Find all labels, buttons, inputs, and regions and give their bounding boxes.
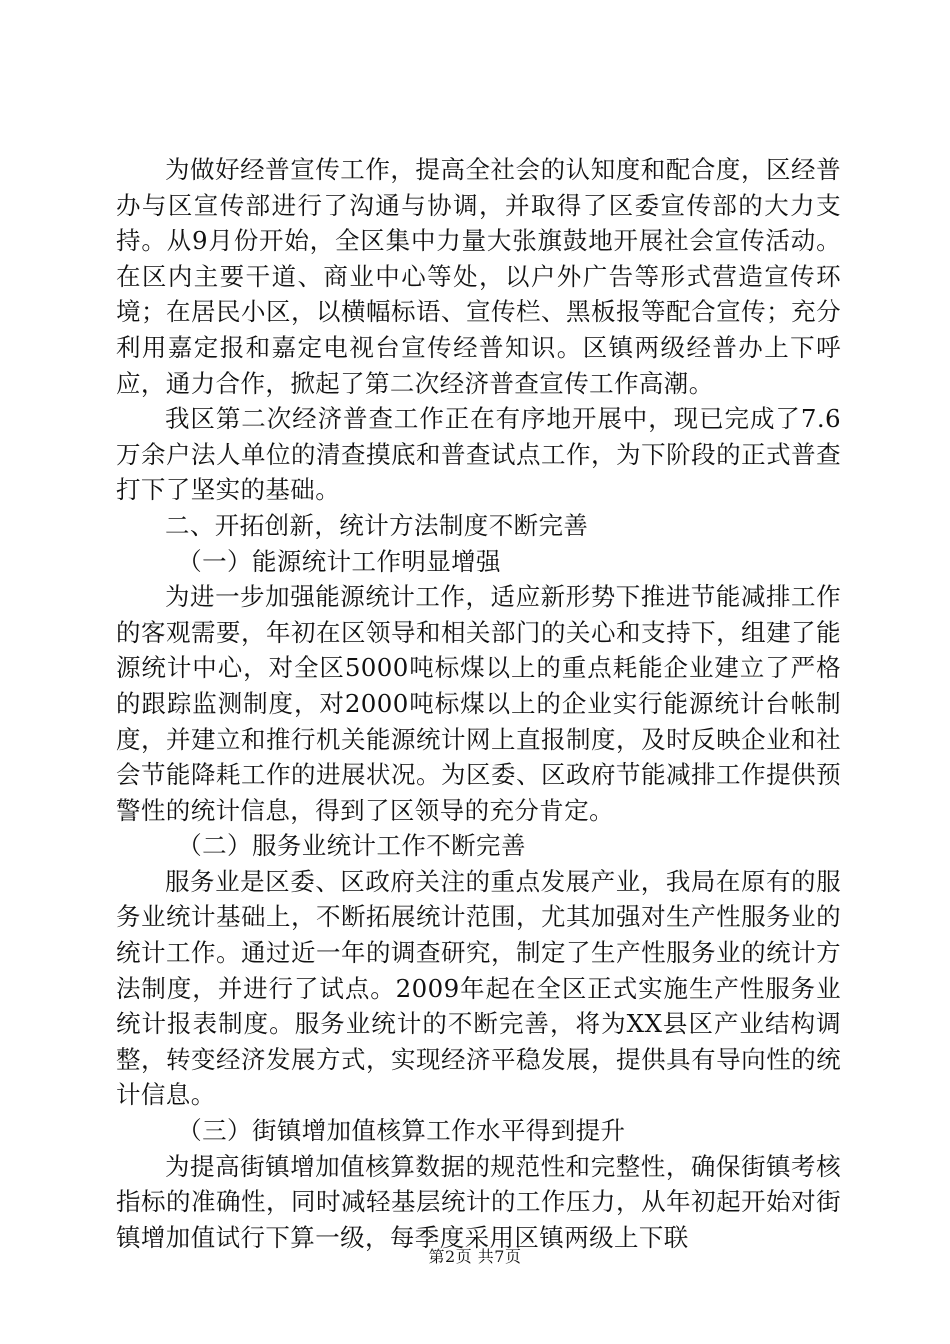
paragraph-service-statistics: 服务业是区委、区政府关注的重点发展产业，我局在原有的服务业统计基础上，不断拓展统计范围，尤其加强对生产性服务业的统计工作。通过近一年的调查研究，制定了生产性服务业的统计方法制度，并进行了试点。2009年起在全区正式实施生产性服务业统计报表制度。服务业统计的不断完善，将为XX县区产业结构调整，转变经济发展方式，实现经济平稳发展，提供具有导向性的统计信息。 [116,866,841,1110]
paragraph-publicity: 为做好经普宣传工作，提高全社会的认知度和配合度，区经普办与区宣传部进行了沟通与协调，并取得了区委宣传部的大力支持。从9月份开始，全区集中力量大张旗鼓地开展社会宣传活动。在区内主要干道、商业中心等处，以户外广告等形式营造宣传环境；在居民小区，以横幅标语、宣传栏、黑板报等配合宣传；充分利用嘉定报和嘉定电视台宣传经普知识。区镇两级经普办上下呼应，通力合作，掀起了第二次经济普查宣传工作高潮。 [116,155,841,398]
document-body [116,152,841,1255]
paragraph-census-progress: 我区第二次经济普查工作正在有序地开展中，现已完成了7.6万余户法人单位的清查摸底和普查试点工作，为下阶段的正式普查打下了坚实的基础。 [116,404,841,505]
page-footer: 第2页 共7页 [428,1247,522,1266]
subheading-service-statistics: （二）服务业统计工作不断完善 [177,831,526,861]
subheading-town-accounting: （三）街镇增加值核算工作水平得到提升 [177,1116,626,1146]
subheading-energy-statistics: （一）能源统计工作明显增强 [177,546,501,576]
section-heading-innovation: 二、开拓创新，统计方法制度不断完善 [165,510,589,540]
paragraph-town-accounting: 为提高街镇增加值核算数据的规范性和完整性，确保街镇考核指标的准确性，同时减轻基层统计的工作压力，从年初起开始对街镇增加值试行下算一级，每季度采用区镇两级上下联 [116,1151,841,1252]
paragraph-energy-statistics: 为进一步加强能源统计工作，适应新形势下推进节能减排工作的客观需要，年初在区领导和相关部门的关心和支持下，组建了能源统计中心，对全区5000吨标煤以上的重点耗能企业建立了严格的跟踪监测制度，对2000吨标煤以上的企业实行能源统计台帐制度，并建立和推行机关能源统计网上直报制度，及时反映企业和社会节能降耗工作的进展状况。为区委、区政府节能减排工作提供预警性的统计信息，得到了区领导的充分肯定。 [116,582,841,825]
